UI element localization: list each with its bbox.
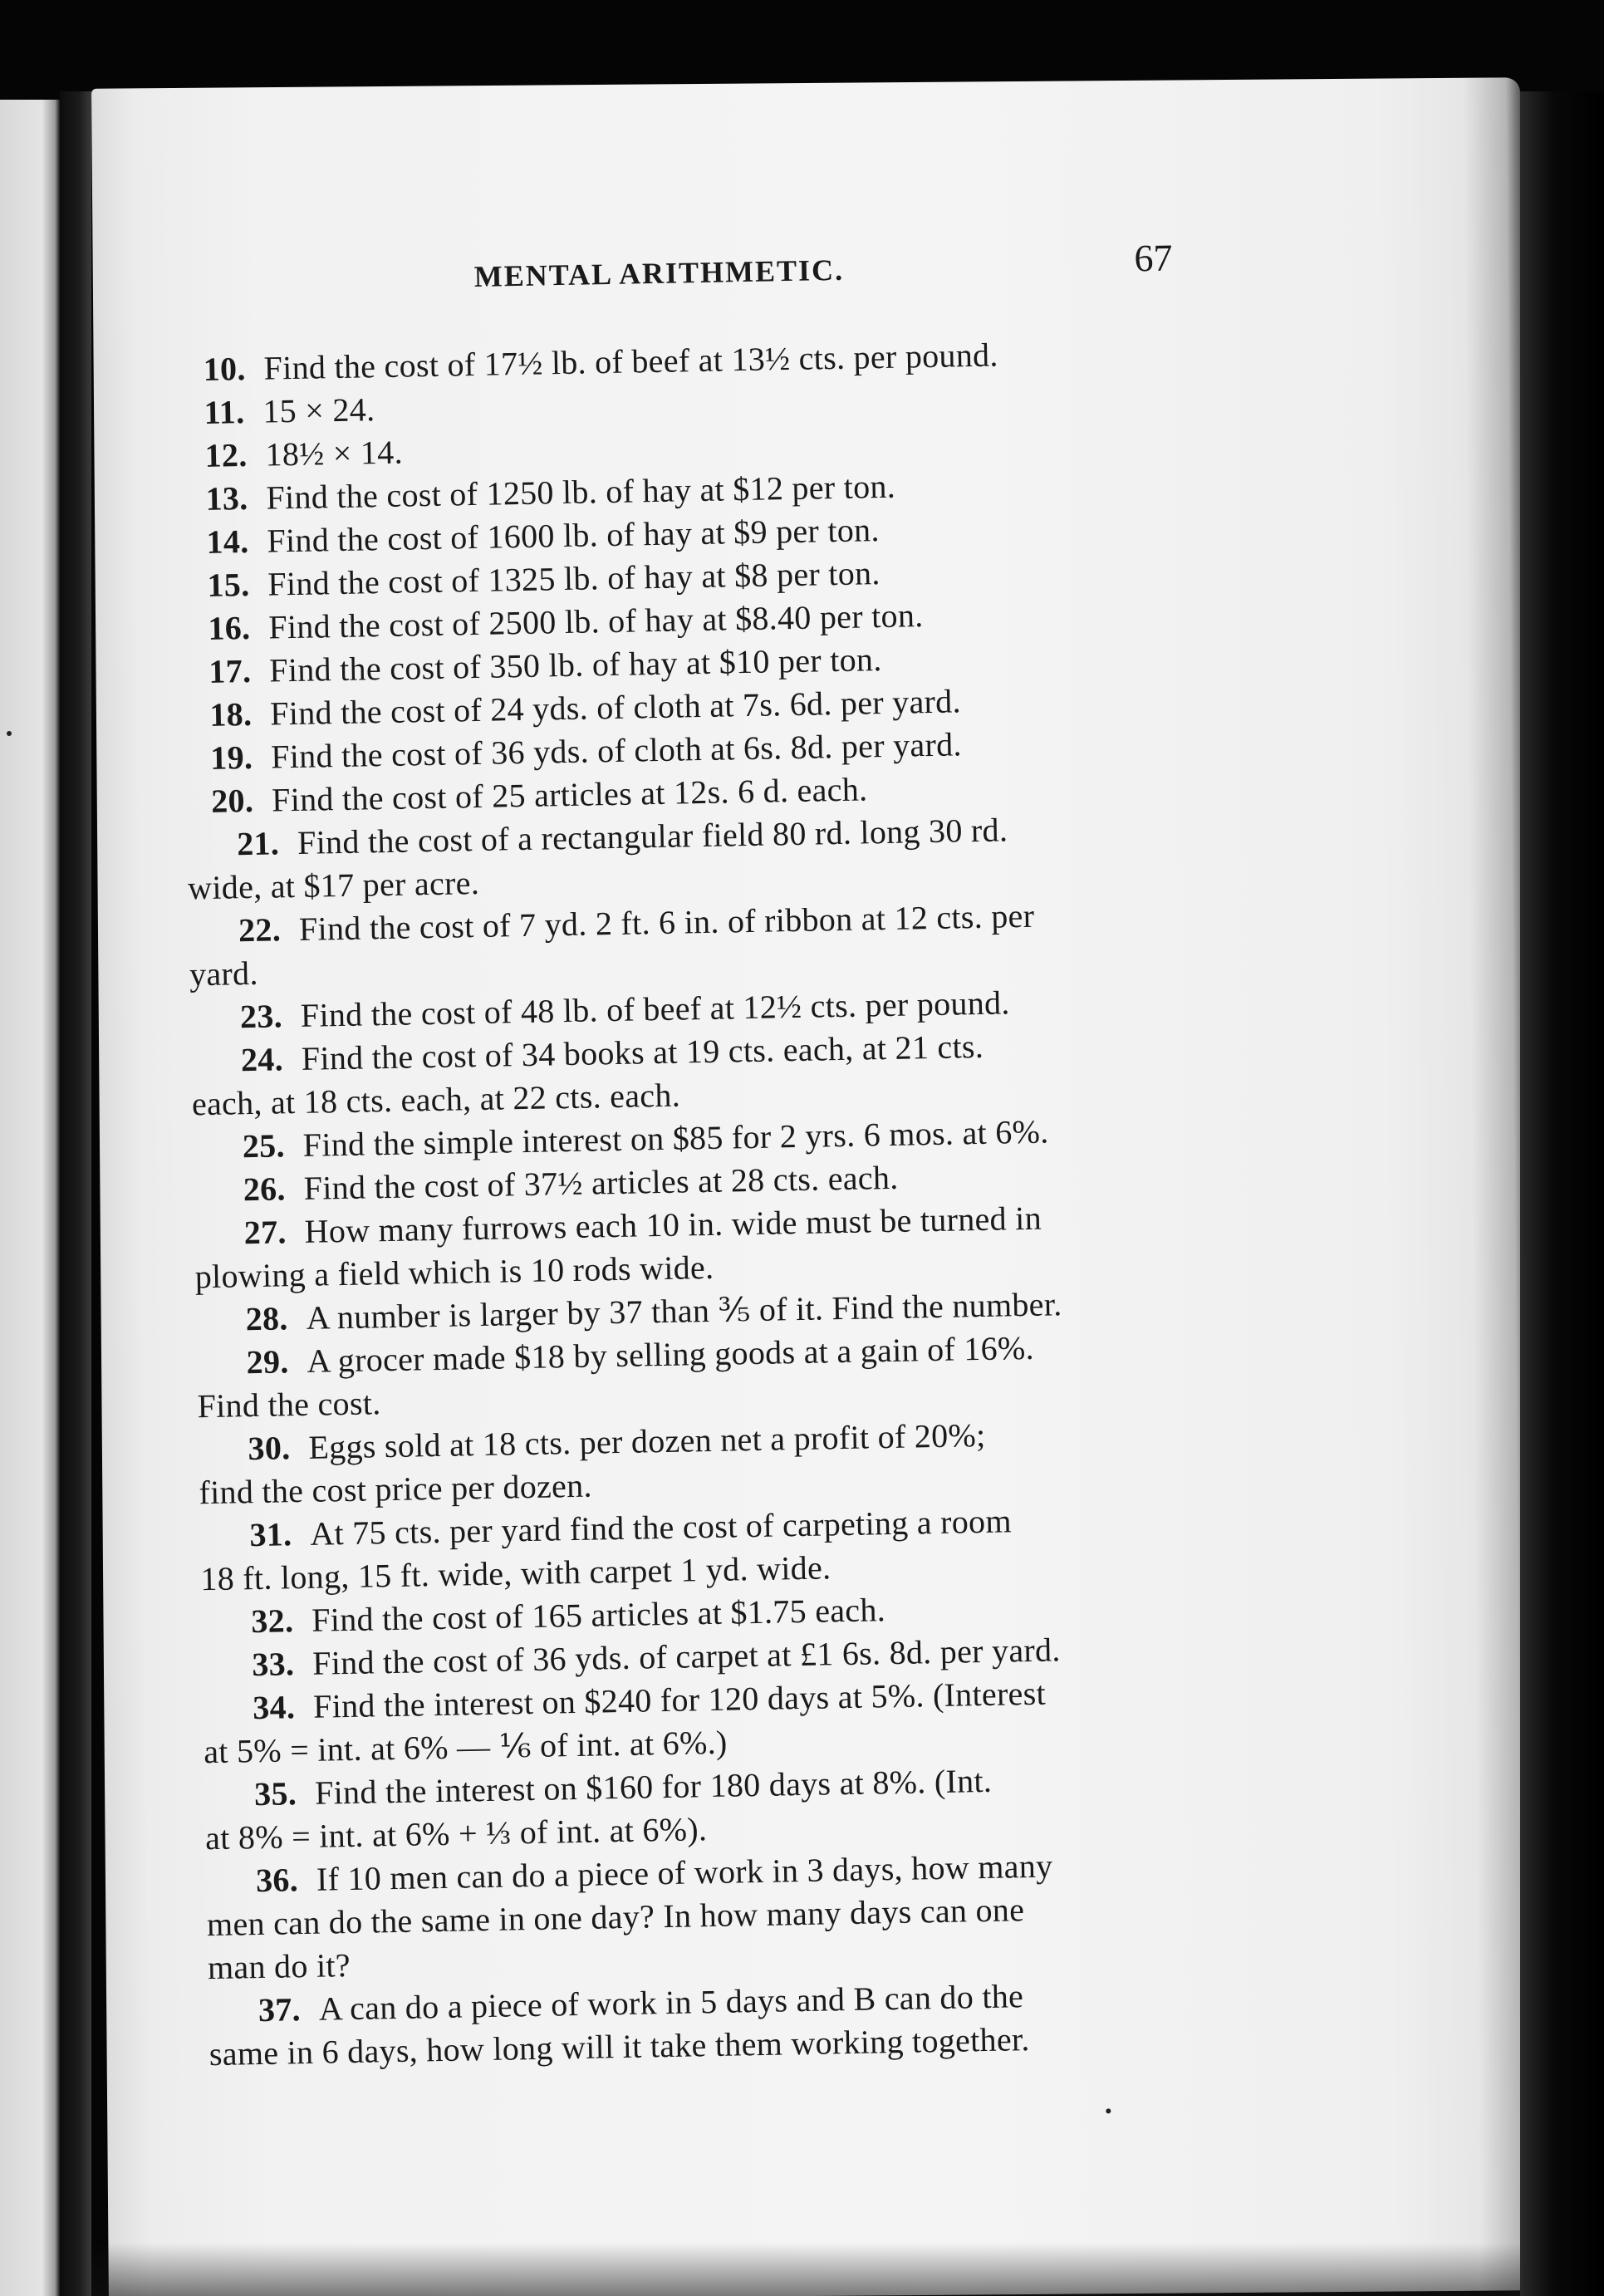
problem-text: 15 × 24. — [262, 390, 375, 430]
problem-continuation-line: yard. — [189, 954, 259, 993]
problem-text: A can do a piece of work in 5 days and B can do the — [318, 1977, 1024, 2028]
problem-line — [211, 769, 868, 821]
problem-text: A grocer made $18 by selling goods at a gain of 16%. — [307, 1328, 1035, 1380]
problem-number: 22. — [238, 910, 282, 949]
problem-number: 21. — [236, 824, 280, 863]
problem-line — [251, 1590, 885, 1641]
problem-text: Find the cost of 48 lb. of beef at 12½ cts. per pound. — [300, 984, 1011, 1034]
problem-text: Find the cost of 25 articles at 12s. 6 d. each. — [271, 770, 868, 819]
problem-text: Find the cost of 37½ articles at 28 cts. each. — [303, 1158, 899, 1207]
problem-text: Find the cost of 36 yds. of carpet at £1 6s. 8d. per yard. — [311, 1631, 1062, 1682]
problem-number: 31. — [249, 1515, 292, 1554]
problem-continuation-line: plowing a field which is 10 rods wide. — [194, 1248, 714, 1296]
problem-number: 28. — [245, 1299, 289, 1338]
problem-number: 13. — [205, 478, 248, 518]
problem-text: A number is larger by 37 than ⅗ of it. Find the number. — [306, 1285, 1062, 1337]
problem-text: Find the cost of 17½ lb. of beef at 13½ cts. per pound. — [263, 336, 999, 387]
problem-line — [204, 390, 375, 433]
problem-number: 24. — [240, 1040, 284, 1079]
problem-text: Find the cost of 165 articles at $1.75 each. — [311, 1591, 886, 1639]
problem-text: Find the cost of 1250 lb. of hay at $12 per ton. — [266, 467, 896, 517]
problem-text: Find the cost of 34 books at 19 cts. each, at 21 cts. — [301, 1027, 984, 1077]
problem-number: 30. — [248, 1429, 291, 1468]
problem-continuation-line: 18 ft. long, 15 ft. wide, with carpet 1 yd. wide. — [200, 1548, 831, 1598]
page-number: 67 — [1134, 236, 1173, 280]
running-head: MENTAL ARITHMETIC. — [473, 253, 845, 293]
problem-line — [204, 433, 403, 476]
problem-number: 27. — [243, 1213, 287, 1252]
problem-continuation-line: Find the cost. — [197, 1384, 381, 1425]
problem-number: 37. — [258, 1990, 302, 2029]
problem-text: 18½ × 14. — [265, 433, 404, 473]
problem-text: Find the cost of a rectangular field 80 rd. long 30 rd. — [297, 811, 1008, 861]
problem-text: Find the cost of 7 yd. 2 ft. 6 in. of ribbon at 12 cts. per — [298, 896, 1035, 948]
problem-number: 23. — [239, 997, 283, 1036]
problem-number: 16. — [208, 608, 251, 647]
problem-number: 10. — [203, 350, 247, 388]
problem-number: 19. — [209, 738, 253, 777]
problem-text: If 10 men can do a piece of work in 3 days, how many — [316, 1847, 1053, 1898]
problem-text: Find the interest on $160 for 180 days at 8%. (Int. — [314, 1761, 993, 1812]
problem-continuation-line: each, at 18 cts. each, at 22 cts. each. — [191, 1076, 681, 1123]
problem-text: Find the cost of 24 yds. of cloth at 7s. 6d. per yard. — [269, 682, 962, 733]
problem-text: Find the simple interest on $85 for 2 yrs. 6 mos. at 6%. — [302, 1112, 1049, 1164]
problem-text: Eggs sold at 18 cts. per dozen net a profit of 20%; — [308, 1415, 986, 1466]
problem-continuation-line: man do it? — [207, 1946, 351, 1987]
problem-text: At 75 cts. per yard find the cost of carpeting a room — [309, 1502, 1013, 1553]
problem-text: Find the cost of 1325 lb. of hay at $8 per ton. — [267, 554, 881, 603]
problem-number: 14. — [206, 522, 249, 561]
problem-number: 18. — [208, 694, 253, 733]
problem-number: 36. — [255, 1861, 299, 1900]
problem-continuation-line: at 8% = int. at 6% + ⅓ of int. at 6%). — [204, 1810, 708, 1857]
problem-continuation-line: at 5% = int. at 6% — ⅙ of int. at 6%.) — [203, 1723, 728, 1771]
problem-line — [243, 1158, 898, 1209]
problem-text: How many furrows each 10 in. wide must be turned in — [304, 1199, 1042, 1250]
problem-text: Find the interest on $240 for 120 days at 5%. (Interest — [312, 1674, 1047, 1725]
problem-text: Find the cost of 1600 lb. of hay at $9 per ton. — [267, 511, 880, 560]
problem-continuation-line: find the cost price per dozen. — [199, 1466, 593, 1512]
problem-line — [203, 335, 998, 390]
problem-number: 12. — [204, 436, 248, 474]
problem-number: 33. — [251, 1645, 295, 1684]
problem-continuation-line: men can do the same in one day? In how many days can one — [206, 1891, 1025, 1944]
problem-number: 35. — [253, 1774, 297, 1813]
problem-text: Find the cost of 350 lb. of hay at $10 per ton. — [268, 640, 882, 689]
problem-number: 15. — [207, 565, 250, 604]
page-speck — [1106, 2108, 1111, 2113]
problem-number: 26. — [243, 1170, 287, 1209]
problem-text: Find the cost of 36 yds. of cloth at 6s. 8d. per yard. — [270, 725, 963, 776]
problem-continuation-line: wide, at $17 per acre. — [187, 863, 480, 907]
problem-number: 34. — [252, 1688, 296, 1727]
problem-number: 25. — [242, 1126, 286, 1165]
problem-text: Find the cost of 2500 lb. of hay at $8.40 per ton. — [267, 596, 924, 646]
problem-number: 11. — [204, 393, 245, 431]
problem-number: 17. — [208, 651, 252, 690]
problem-number: 32. — [250, 1602, 294, 1641]
problem-number: 29. — [246, 1342, 289, 1381]
problem-continuation-line: same in 6 days, how long will it take them working together. — [208, 2020, 1030, 2073]
problem-number: 20. — [210, 781, 254, 820]
